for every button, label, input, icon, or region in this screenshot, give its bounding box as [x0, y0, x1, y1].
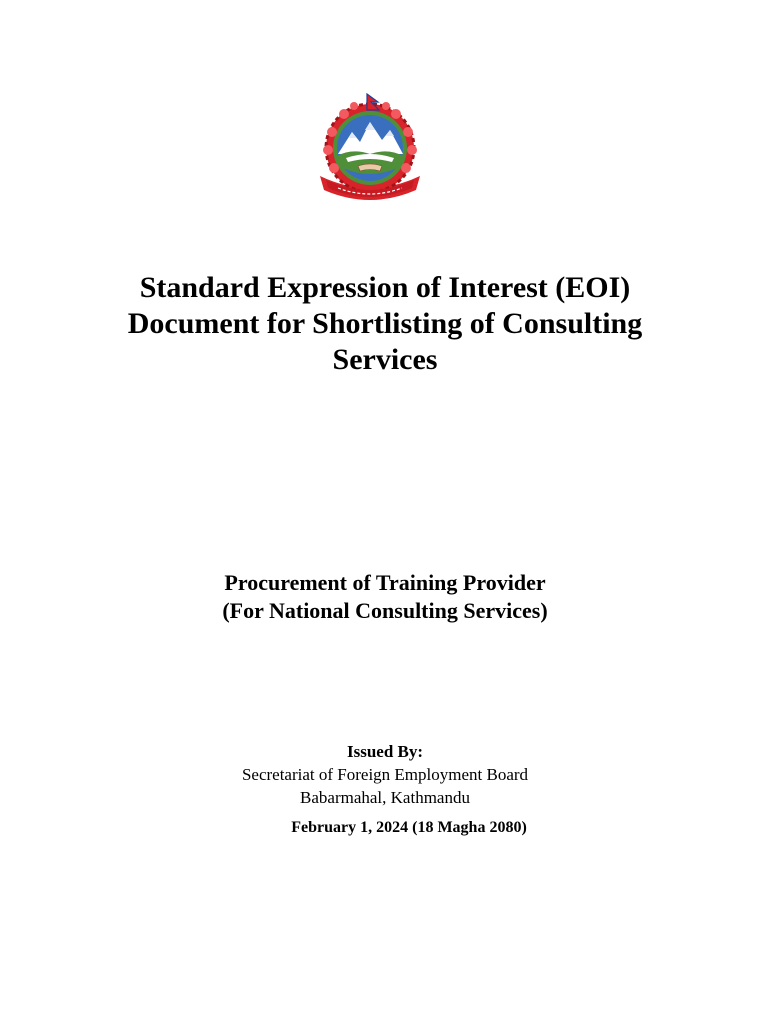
- subtitle-line: (For National Consulting Services): [222, 598, 548, 623]
- document-title: [60, 270, 710, 378]
- title-line: Services: [332, 343, 438, 376]
- title-line: Document for Shortlisting of Consulting: [127, 307, 643, 340]
- issuer-block: [60, 740, 710, 809]
- emblem-of-nepal-icon: [312, 92, 428, 204]
- title-line: Standard Expression of Interest (EOI): [139, 271, 631, 304]
- subtitle-line: Procurement of Training Provider: [224, 570, 546, 595]
- issued-by-label: Issued By:: [346, 742, 424, 761]
- document-subtitle: [60, 569, 710, 625]
- issue-date: February 1, 2024 (18 Magha 2080): [291, 819, 527, 836]
- issuer-name: Secretariat of Foreign Employment Board: [241, 765, 529, 784]
- issuer-address: Babarmahal, Kathmandu: [300, 788, 470, 807]
